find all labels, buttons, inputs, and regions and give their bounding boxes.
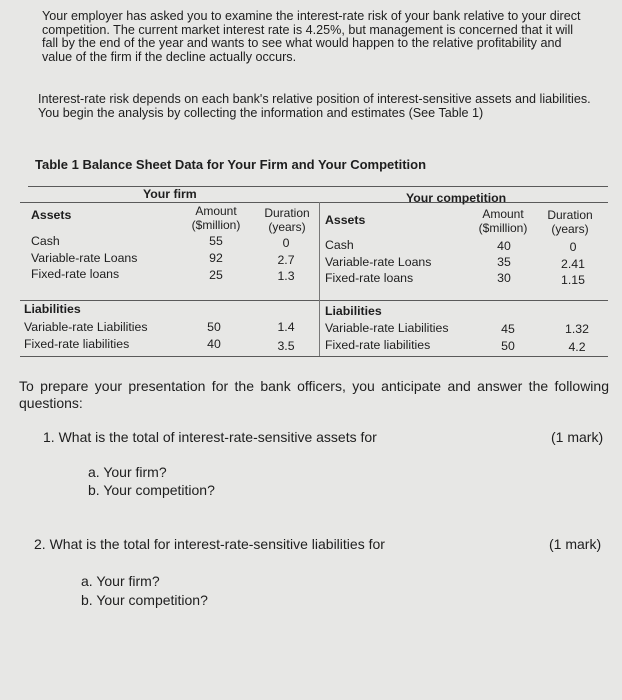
question-2-part-b: b. Your competition?	[81, 592, 208, 608]
firm-asset-amount: 25	[209, 268, 223, 282]
comp-liability-amount: 50	[501, 339, 515, 353]
comp-asset-amount: 30	[497, 271, 511, 285]
firm-assets-header: Assets	[31, 208, 72, 222]
intro-paragraph-1: Your employer has asked you to examine the interest-rate risk of your bank relative to your direct competition. The current market interest rate is 4.25%, but management is concerned that it will fall by the end of the year and wants to see what would happen to the relative profitability and value of the firm if the decline actually occurs.	[42, 9, 581, 64]
firm-asset-duration: 0	[282, 236, 290, 250]
comp-liability-duration: 1.32	[565, 322, 589, 336]
firm-amount-header	[186, 204, 246, 232]
comp-asset-duration: 1.15	[561, 273, 585, 287]
questions-prompt: To prepare your presentation for the bank officers, you anticipate and answer the following questions:	[19, 378, 609, 411]
table-bottom-rule	[20, 356, 608, 357]
comp-asset-amount: 35	[497, 255, 511, 269]
table-divider	[319, 202, 320, 356]
firm-liability-name: Variable-rate Liabilities	[24, 320, 148, 334]
comp-duration-unit: (years)	[551, 222, 589, 236]
firm-asset-amount: 55	[209, 234, 223, 248]
comp-amount-header	[474, 207, 532, 235]
comp-liability-amount: 45	[501, 322, 515, 336]
comp-amount-unit: ($million)	[478, 221, 528, 235]
firm-liability-amount: 50	[207, 320, 221, 334]
your-firm-header: Your firm	[143, 187, 197, 201]
comp-liability-duration: 4.2	[568, 340, 586, 354]
firm-liabilities-header: Liabilities	[24, 302, 81, 316]
firm-duration-label: Duration	[264, 206, 310, 220]
firm-duration-header	[258, 206, 316, 234]
firm-amount-unit: ($million)	[191, 218, 241, 232]
firm-liability-name: Fixed-rate liabilities	[24, 337, 130, 351]
firm-asset-name: Cash	[31, 234, 60, 248]
question-2-mark: (1 mark)	[549, 536, 602, 552]
comp-duration-label: Duration	[547, 208, 593, 222]
firm-liability-amount: 40	[207, 337, 221, 351]
comp-asset-amount: 40	[497, 239, 511, 253]
table-mid-rule	[20, 300, 608, 301]
firm-amount-label: Amount	[195, 204, 237, 218]
comp-amount-label: Amount	[482, 207, 524, 221]
comp-duration-header	[542, 208, 598, 236]
table-title: Table 1 Balance Sheet Data for Your Firm and Your Competition	[35, 157, 427, 172]
question-2-part-a: a. Your firm?	[81, 573, 160, 589]
firm-asset-duration: 1.3	[277, 269, 295, 283]
table-header-rule	[20, 202, 608, 203]
question-1-mark: (1 mark)	[551, 429, 604, 445]
comp-asset-name: Fixed-rate loans	[325, 271, 414, 285]
table-top-rule	[28, 186, 608, 187]
firm-liability-duration: 3.5	[277, 339, 295, 353]
question-2: 2. What is the total for interest-rate-sensitive liabilities for	[34, 536, 385, 552]
question-1-part-b: b. Your competition?	[88, 482, 215, 498]
your-competition-header: Your competition	[406, 191, 507, 205]
comp-asset-duration: 2.41	[561, 257, 585, 271]
firm-duration-unit: (years)	[268, 220, 306, 234]
firm-asset-duration: 2.7	[277, 253, 295, 267]
comp-assets-header: Assets	[325, 213, 366, 227]
firm-asset-name: Fixed-rate loans	[31, 267, 120, 281]
firm-liability-duration: 1.4	[277, 320, 295, 334]
comp-liability-name: Variable-rate Liabilities	[325, 321, 449, 335]
comp-asset-duration: 0	[569, 240, 577, 254]
comp-liabilities-header: Liabilities	[325, 304, 382, 318]
intro-paragraph-2: Interest-rate risk depends on each bank's relative position of interest-sensitive assets and liabilities. You begin the analysis by collecting the information and estimates (See Table 1)	[38, 92, 591, 120]
comp-liability-name: Fixed-rate liabilities	[325, 338, 431, 352]
comp-asset-name: Cash	[325, 238, 354, 252]
firm-asset-amount: 92	[209, 251, 223, 265]
question-1-part-a: a. Your firm?	[88, 464, 167, 480]
question-1: 1. What is the total of interest-rate-sensitive assets for	[43, 429, 377, 445]
firm-asset-name: Variable-rate Loans	[31, 251, 138, 265]
comp-asset-name: Variable-rate Loans	[325, 255, 432, 269]
